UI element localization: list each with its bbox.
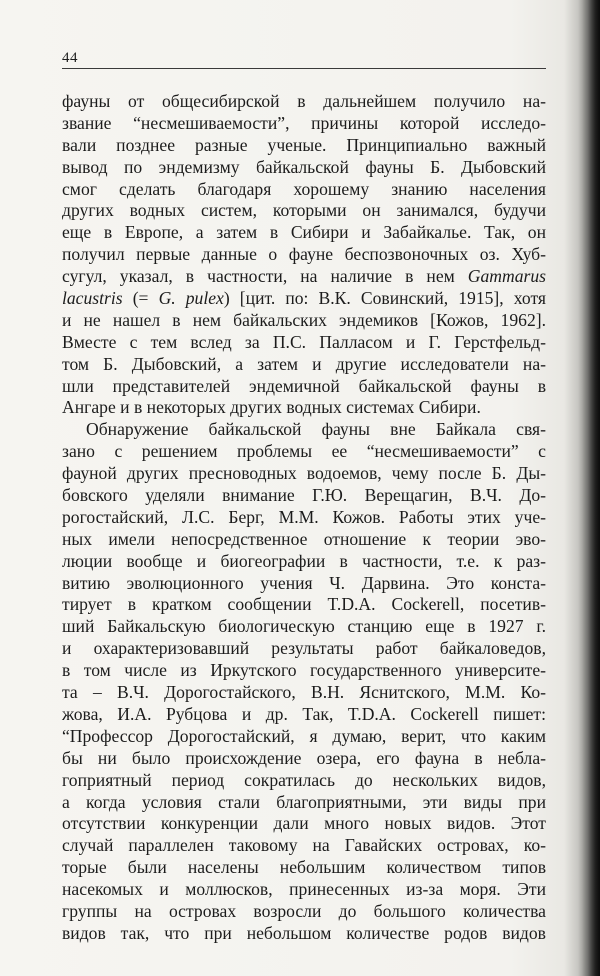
text-line: зано с решением проблемы ее “несмешиваемости” с [62, 441, 546, 462]
text-line: витию эволюционного учения Ч. Дарвина. Это конста- [62, 572, 546, 593]
text-line: Вместе с тем вслед за П.С. Палласом и Г. Герстфельд- [62, 331, 546, 352]
text-line: отсутствии конкуренции дали много новых видов. Этот [62, 813, 546, 834]
header-rule [62, 68, 546, 69]
text-line: бы ни было происхождение озера, его фауна в небла- [62, 747, 546, 768]
text-line: фауны от общесибирской в дальнейшем получило на- [62, 91, 546, 111]
text-line: Ангаре и в некоторых других водных системах Сибири. [62, 397, 481, 418]
text-line: ных имели непосредственное отношение к теории эво- [62, 528, 546, 549]
text-line [62, 266, 546, 288]
text-line: группы на островах возросли до большого количества [62, 900, 546, 921]
text-line: том Б. Дыбовский, а затем и другие исследователи на- [62, 353, 546, 374]
text-line: торые были населены небольшим количеством типов [62, 857, 546, 878]
italic-term: lacustris [62, 288, 123, 309]
text-line: жова, И.А. Рубцова и др. Так, T.D.A. Cockerell пишет: [62, 703, 546, 724]
text-line: в том числе из Иркутского государственного университе- [62, 660, 546, 681]
text-line: тирует в кратком сообщении T.D.A. Cockerell, посетив- [62, 594, 546, 615]
text-line: рогостайский, Л.С. Берг, М.М. Кожов. Работы этих уче- [62, 506, 546, 527]
text-line: а когда условия стали благоприятными, эти виды при [62, 791, 546, 812]
text-line: видов так, что при небольшом количестве родов видов [62, 922, 546, 943]
italic-term: G. pulex [158, 288, 224, 309]
text-line: и не нашел в нем байкальских эндемиков [Кожов, 1962]. [62, 309, 546, 330]
text-line: еще в Европе, а затем в Сибири и Забайкалье. Так, он [62, 222, 546, 243]
body-text [62, 91, 546, 945]
italic-term: Gammarus [467, 266, 546, 287]
text-line: “Профессор Дорогостайский, я думаю, верит, что каким [62, 725, 546, 746]
text-line: других водных систем, которыми он занимался, будучи [62, 200, 546, 221]
text-segment: (= [122, 288, 159, 309]
text-line: та – В.Ч. Дорогостайского, В.Н. Яснитского, М.М. Ко- [62, 682, 546, 703]
text-line: звание “несмешиваемости”, причины которой исследо- [62, 112, 546, 133]
text-line: получил первые данные о фауне беспозвоночных оз. Хуб- [62, 244, 546, 265]
text-line: случай параллелен таковому на Гавайских островах, ко- [62, 835, 546, 856]
text-line: шли представителей эндемичной байкальской фауны в [62, 375, 546, 396]
text-line: Обнаружение байкальской фауны вне Байкала свя- [86, 419, 546, 440]
text-line: фауной других пресноводных водоемов, чему после Б. Ды- [62, 463, 546, 484]
page-number: 44 [62, 50, 78, 66]
text-line: вывод по эндемизму байкальской фауны Б. Дыбовский [62, 156, 546, 177]
text-line: насекомых и моллюсков, принесенных из-за моря. Эти [62, 879, 546, 900]
text-line: и охарактеризовавший результаты работ байкаловедов, [62, 638, 546, 659]
text-line: люции вообще и биогеографии в частности, т.е. к раз- [62, 550, 546, 571]
text-line: ший Байкальскую биологическую станцию еще в 1927 г. [62, 616, 546, 637]
text-line: гоприятный период сократилась до нескольких видов, [62, 769, 546, 790]
text-segment: сугул, указал, в частности, на наличие в нем [62, 266, 468, 287]
binding-shadow [578, 0, 600, 976]
text-line: смог сделать благодаря хорошему знанию населения [62, 178, 546, 199]
text-line: бовского уделяли внимание Г.Ю. Верещагин, В.Ч. До- [62, 485, 546, 506]
text-segment: ) [цит. по: В.К. Совинский, 1915], хотя [223, 288, 546, 309]
text-line: вали позднее разные ученые. Принципиально важный [62, 134, 546, 155]
text-line [62, 288, 546, 310]
